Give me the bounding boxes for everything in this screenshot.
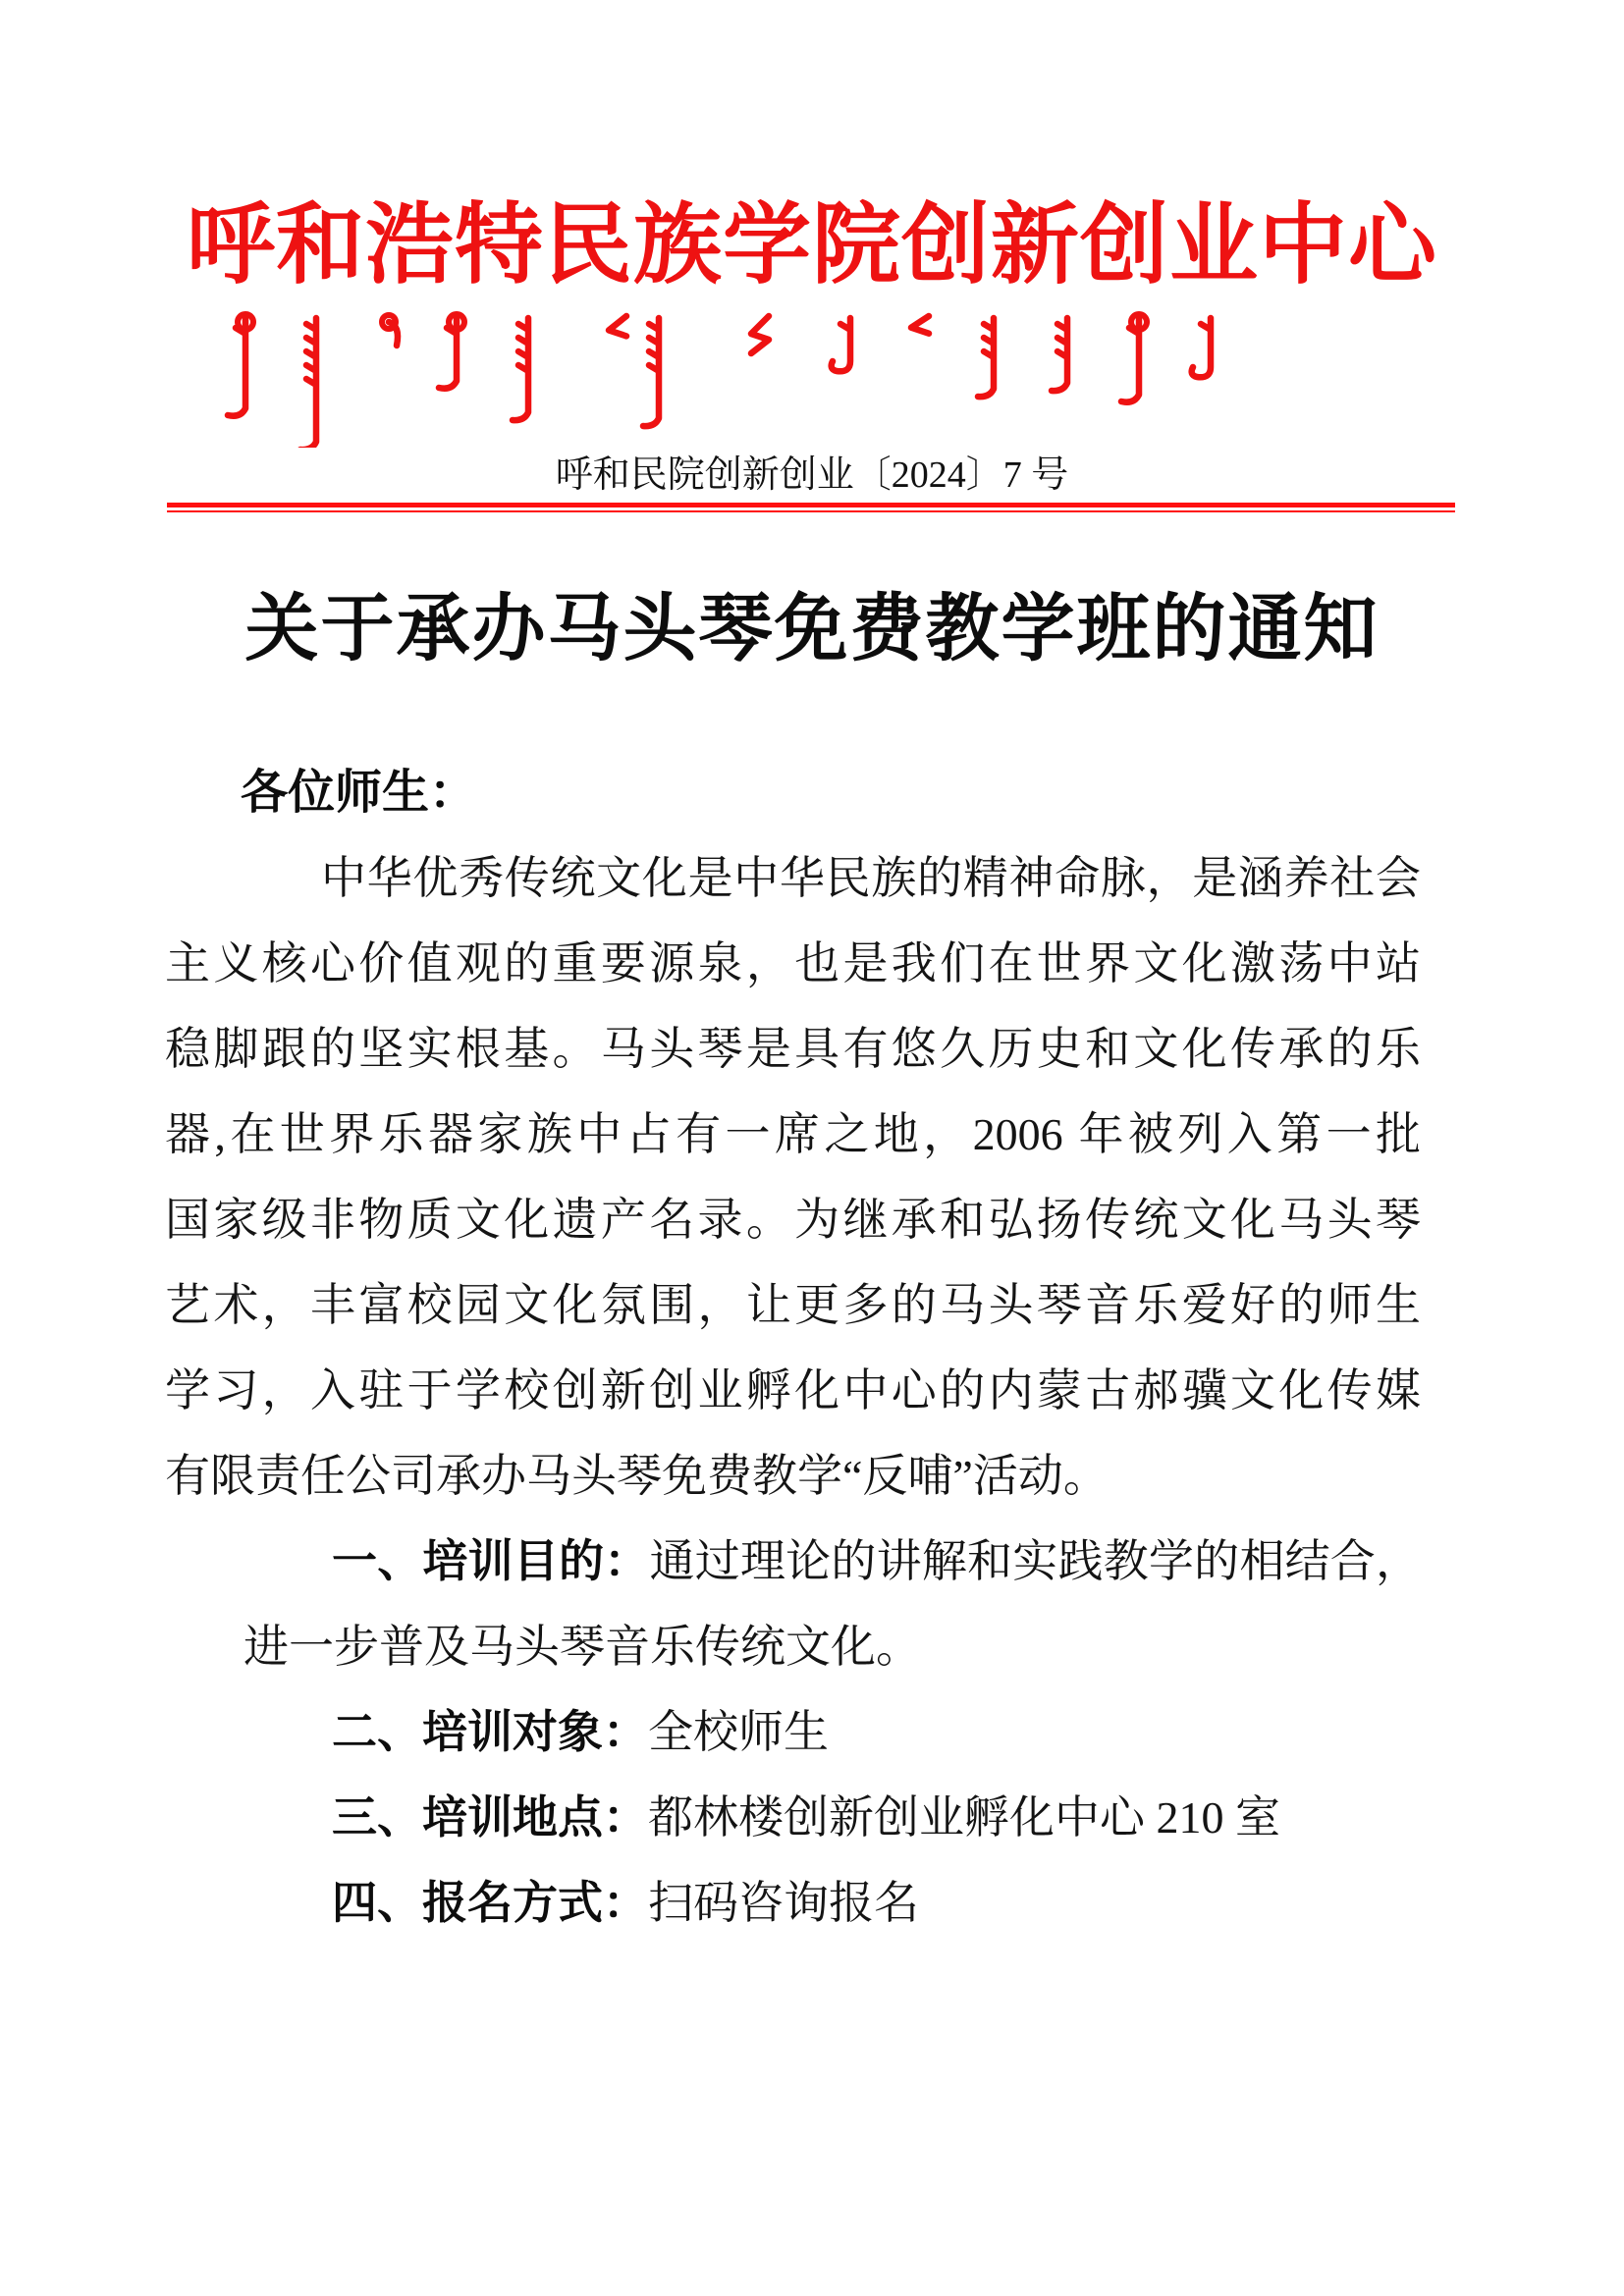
paragraph-line: 稳脚跟的坚实根基。马头琴是具有悠久历史和文化传承的乐 [165,1024,1421,1074]
section-line-2 [165,1689,1421,1775]
section-line-4 [165,1860,1421,1946]
paragraph-line: 学习，入驻于学校创新创业孵化中心的内蒙古郝骥文化传媒 [165,1365,1421,1415]
section-text: 全校师生 [648,1707,829,1757]
section-label: 四、报名方式： [332,1877,648,1928]
paragraph-line: 主义核心价值观的重要源泉，也是我们在世界文化激荡中站 [165,938,1421,988]
notice-body [0,750,1421,1946]
section-label: 一、培训目的： [332,1535,650,1586]
letterhead [0,194,1624,512]
mongolian-script-icon [165,310,1422,448]
mongolian-script-row [165,310,1422,448]
paragraph-line: 器,在世界乐器家族中占有一席之地，2006 年被列入第一批 [165,1109,1421,1159]
red-divider [167,503,1455,512]
section-label: 二、培训对象： [332,1706,648,1757]
paragraph-line: 中华优秀传统文化是中华民族的精神命脉，是涵养社会 [321,853,1421,903]
red-divider-bottom [167,510,1455,512]
doc-number: 呼和民院创新创业〔2024〕7 号 [555,454,1069,496]
section-text: 扫码咨询报名 [648,1878,919,1928]
paragraph-line: 艺术，丰富校园文化氛围，让更多的马头琴音乐爱好的师生 [165,1280,1421,1330]
section-line-1-continuation: 进一步普及马头琴音乐传统文化。 [244,1622,921,1672]
section-text: 通过理论的讲解和实践教学的相结合， [649,1536,1422,1586]
section-line-3 [165,1775,1421,1860]
notice-title: 关于承办马头琴免费教学班的通知 [244,589,1380,670]
paragraph-line: 有限责任公司承办马头琴免费教学“反哺”活动。 [165,1451,1109,1501]
section-label: 三、培训地点： [332,1791,648,1842]
paragraph-line: 国家级非物质文化遗产名录。为继承和弘扬传统文化马头琴 [165,1195,1421,1245]
section-text: 都林楼创新创业孵化中心 210 室 [648,1792,1280,1842]
salutation: 各位师生： [241,767,477,819]
org-title: 呼和浩特民族学院创新创业中心 [187,196,1437,294]
section-line-1 [165,1519,1421,1604]
